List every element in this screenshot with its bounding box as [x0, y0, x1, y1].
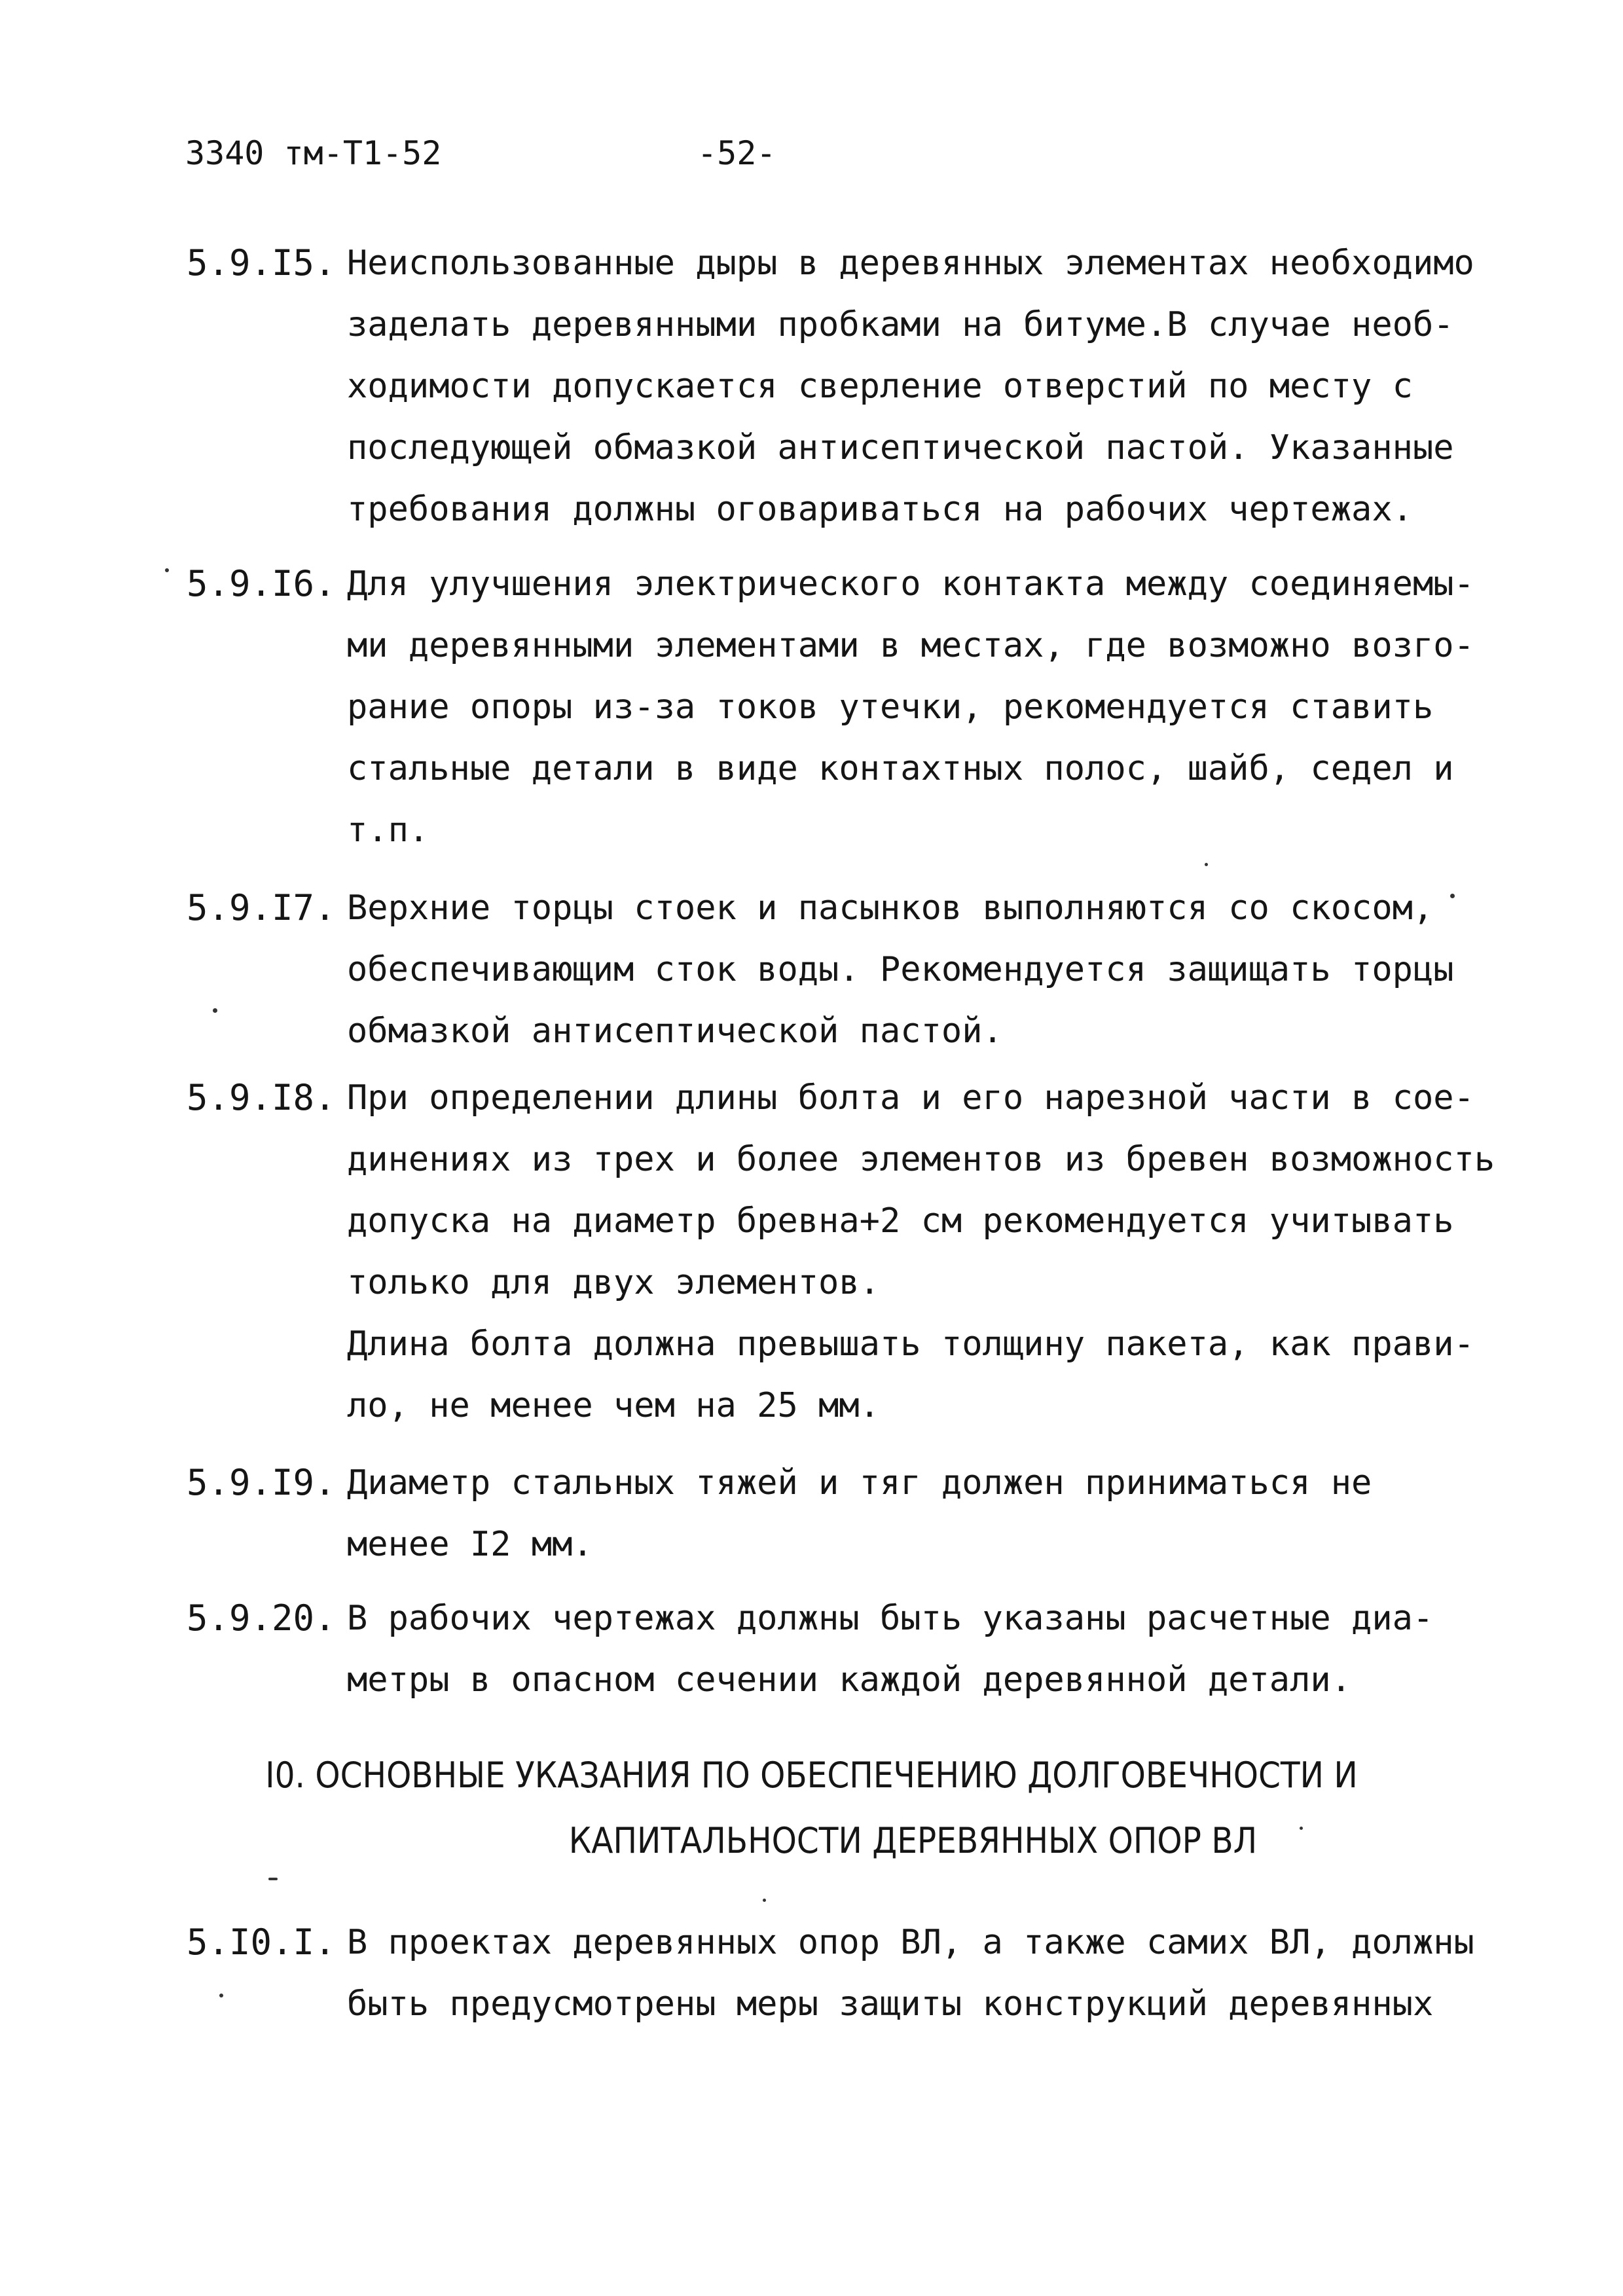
text-line: Диаметр стальных тяжей и тяг должен приниматься не	[347, 1463, 1372, 1503]
text-line: метры в опасном сечении каждой деревянной детали.	[347, 1660, 1352, 1700]
text-line: В проектах деревянных опор ВЛ, а также самих ВЛ, должны	[347, 1923, 1474, 1962]
paragraph-number: 5.9.I6.	[187, 563, 336, 604]
text-line: ло, не менее чем на 25 мм.	[347, 1386, 880, 1425]
paragraph-text	[347, 232, 1623, 540]
paragraph-text	[347, 1912, 1623, 2035]
page-number: -52-	[697, 134, 776, 172]
scan-speck	[213, 1008, 217, 1013]
text-line: быть предусмотрены меры защиты конструкций деревянных	[347, 1984, 1434, 2024]
text-line: т.п.	[347, 811, 429, 850]
scan-speck	[165, 568, 169, 572]
text-line: Длина болта должна превышать толщину пакета, как прави-	[347, 1324, 1474, 1364]
paragraph-text	[347, 1588, 1623, 1711]
section-title-line-2: КАПИТАЛЬНОСТИ ДЕРЕВЯННЫХ ОПОР ВЛ	[568, 1820, 1258, 1861]
text-line: последующей обмазкой антисептической пастой. Указанные	[347, 428, 1454, 467]
paragraph-text	[347, 1067, 1623, 1436]
text-line: Неиспользованные дыры в деревянных элементах необходимо	[347, 244, 1474, 283]
text-line: Для улучшения электрического контакта между соединяемы-	[347, 564, 1474, 604]
text-line: При определении длины болта и его нарезной части в сое-	[347, 1078, 1474, 1118]
text-line: заделать деревянными пробками на битуме.В случае необ-	[347, 305, 1454, 344]
paragraph-number: 5.9.I9.	[187, 1462, 336, 1503]
paragraph-number: 5.9.I5.	[187, 242, 336, 283]
scan-speck	[219, 1994, 223, 1997]
paragraph-text	[347, 877, 1623, 1062]
paragraph-number: 5.9.I7.	[187, 887, 336, 928]
scan-speck	[268, 1878, 278, 1880]
text-line: ми деревянными элементами в местах, где возможно возго-	[347, 626, 1474, 665]
text-line: обеспечивающим сток воды. Рекомендуется защищать торцы	[347, 950, 1454, 989]
text-line: рание опоры из-за токов утечки, рекомендуется ставить	[347, 687, 1434, 727]
text-line: динениях из трех и более элементов из бревен возможность	[347, 1140, 1495, 1179]
scan-speck	[1450, 894, 1455, 898]
section-title-line-1: I0. ОСНОВНЫЕ УКАЗАНИЯ ПО ОБЕСПЕЧЕНИЮ ДОЛГОВЕЧНОСТИ И	[265, 1755, 1358, 1796]
text-line: Верхние торцы стоек и пасынков выполняются со скосом,	[347, 888, 1434, 928]
text-line: допуска на диаметр бревна+2 см рекомендуется учитывать	[347, 1201, 1454, 1241]
document-code: 3340 тм-Т1-52	[185, 134, 442, 172]
text-line: обмазкой антисептической пастой.	[347, 1011, 1003, 1051]
paragraph-text	[347, 1452, 1623, 1575]
text-line: требования должны оговариваться на рабочих чертежах.	[347, 490, 1413, 529]
paragraph-number: 5.9.I8.	[187, 1077, 336, 1118]
text-line: стальные детали в виде контахтных полос, шайб, седел и	[347, 749, 1454, 788]
paragraph-number: 5.I0.I.	[187, 1922, 336, 1963]
paragraph-text	[347, 553, 1623, 861]
scan-speck	[1205, 863, 1208, 866]
text-line: менее I2 мм.	[347, 1525, 593, 1564]
text-line: только для двух элементов.	[347, 1263, 880, 1302]
text-line: В рабочих чертежах должны быть указаны расчетные диа-	[347, 1599, 1434, 1638]
text-line: ходимости допускается сверление отверстий по месту с	[347, 367, 1413, 406]
scan-speck	[763, 1899, 766, 1902]
scan-speck	[1300, 1827, 1303, 1830]
paragraph-number: 5.9.20.	[187, 1597, 336, 1639]
